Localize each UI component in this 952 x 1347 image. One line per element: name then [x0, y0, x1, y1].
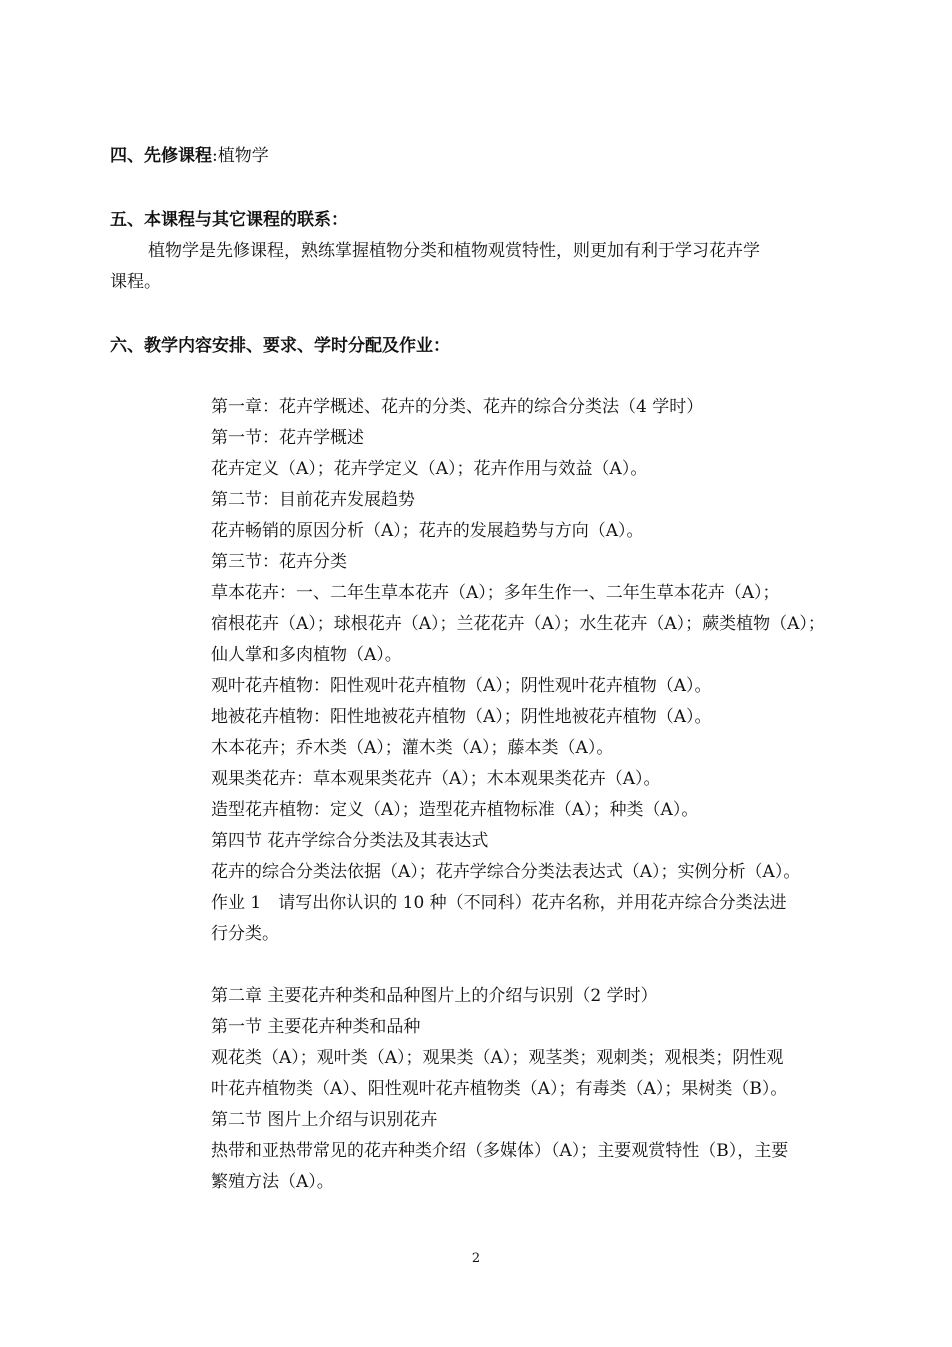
section-4-separator: : [212, 146, 218, 166]
section-4-value: 植物学 [217, 146, 269, 166]
chapter-2-line: 叶花卉植物类（A）、阳性观叶花卉植物类（A）；有毒类（A）；果树类（B）。 [211, 1079, 788, 1099]
chapter-2-line: 第一节 主要花卉种类和品种 [211, 1017, 421, 1037]
section-5-heading: 五、本课程与其它课程的联系： [110, 210, 348, 230]
section-4-heading [110, 146, 269, 166]
chapter-1-line: 地被花卉植物：阳性地被花卉植物（A）；阴性地被花卉植物（A）。 [211, 707, 712, 727]
chapter-1-line: 第三节：花卉分类 [211, 552, 347, 572]
chapter-2-line: 第二章 主要花卉种类和品种图片上的介绍与识别（2 学时） [211, 986, 658, 1006]
chapter-1-line: 观果类花卉：草本观果类花卉（A）；木本观果类花卉（A）。 [211, 769, 661, 789]
chapter-2-line: 热带和亚热带常见的花卉种类介绍（多媒体）（A）；主要观赏特性（B），主要 [211, 1141, 789, 1161]
chapter-1-line: 花卉畅销的原因分析（A）；花卉的发展趋势与方向（A）。 [211, 521, 644, 541]
chapter-1-line: 第四节 花卉学综合分类法及其表达式 [211, 831, 489, 851]
chapter-1-line: 花卉的综合分类法依据（A）；花卉学综合分类法表达式（A）；实例分析（A）。 [211, 862, 801, 882]
chapter-2-line: 第二节 图片上介绍与识别花卉 [211, 1110, 438, 1130]
chapter-2-line: 观花类（A）；观叶类（A）；观果类（A）；观茎类；观刺类；观根类；阴性观 [211, 1048, 784, 1068]
chapter-1-line: 第一章：花卉学概述、花卉的分类、花卉的综合分类法（4 学时） [211, 397, 704, 417]
chapter-1-line: 第二节：目前花卉发展趋势 [211, 490, 415, 510]
section-5-paragraph-line-1: 植物学是先修课程，熟练掌握植物分类和植物观赏特性，则更加有利于学习花卉学 [148, 241, 760, 261]
chapter-1-line: 第一节：花卉学概述 [211, 428, 364, 448]
page-number: 2 [471, 1251, 481, 1266]
chapter-1-line: 行分类。 [211, 924, 279, 944]
chapter-1-line: 花卉定义（A）；花卉学定义（A）；花卉作用与效益（A）。 [211, 459, 648, 479]
chapter-1-line: 仙人掌和多肉植物（A）。 [211, 645, 402, 665]
chapter-2-line: 繁殖方法（A）。 [211, 1172, 334, 1192]
chapter-1-line: 作业 1 请写出你认识的 10 种（不同科）花卉名称，并用花卉综合分类法进 [211, 893, 787, 913]
chapter-1-line: 木本花卉；乔木类（A）；灌木类（A）；藤本类（A）。 [211, 738, 614, 758]
section-6-heading: 六、教学内容安排、要求、学时分配及作业： [110, 336, 450, 356]
chapter-1-line: 草本花卉：一、二年生草本花卉（A）；多年生作一、二年生草本花卉（A）； [211, 583, 780, 603]
chapter-1-line: 造型花卉植物：定义（A）；造型花卉植物标准（A）；种类（A）。 [211, 800, 699, 820]
chapter-1-line: 宿根花卉（A）；球根花卉（A）；兰花花卉（A）；水生花卉（A）；蕨类植物（A）； [211, 614, 825, 634]
section-5-paragraph-line-2: 课程。 [110, 272, 161, 292]
section-4-title: 四、先修课程 [110, 146, 212, 166]
chapter-1-line: 观叶花卉植物：阳性观叶花卉植物（A）；阴性观叶花卉植物（A）。 [211, 676, 712, 696]
